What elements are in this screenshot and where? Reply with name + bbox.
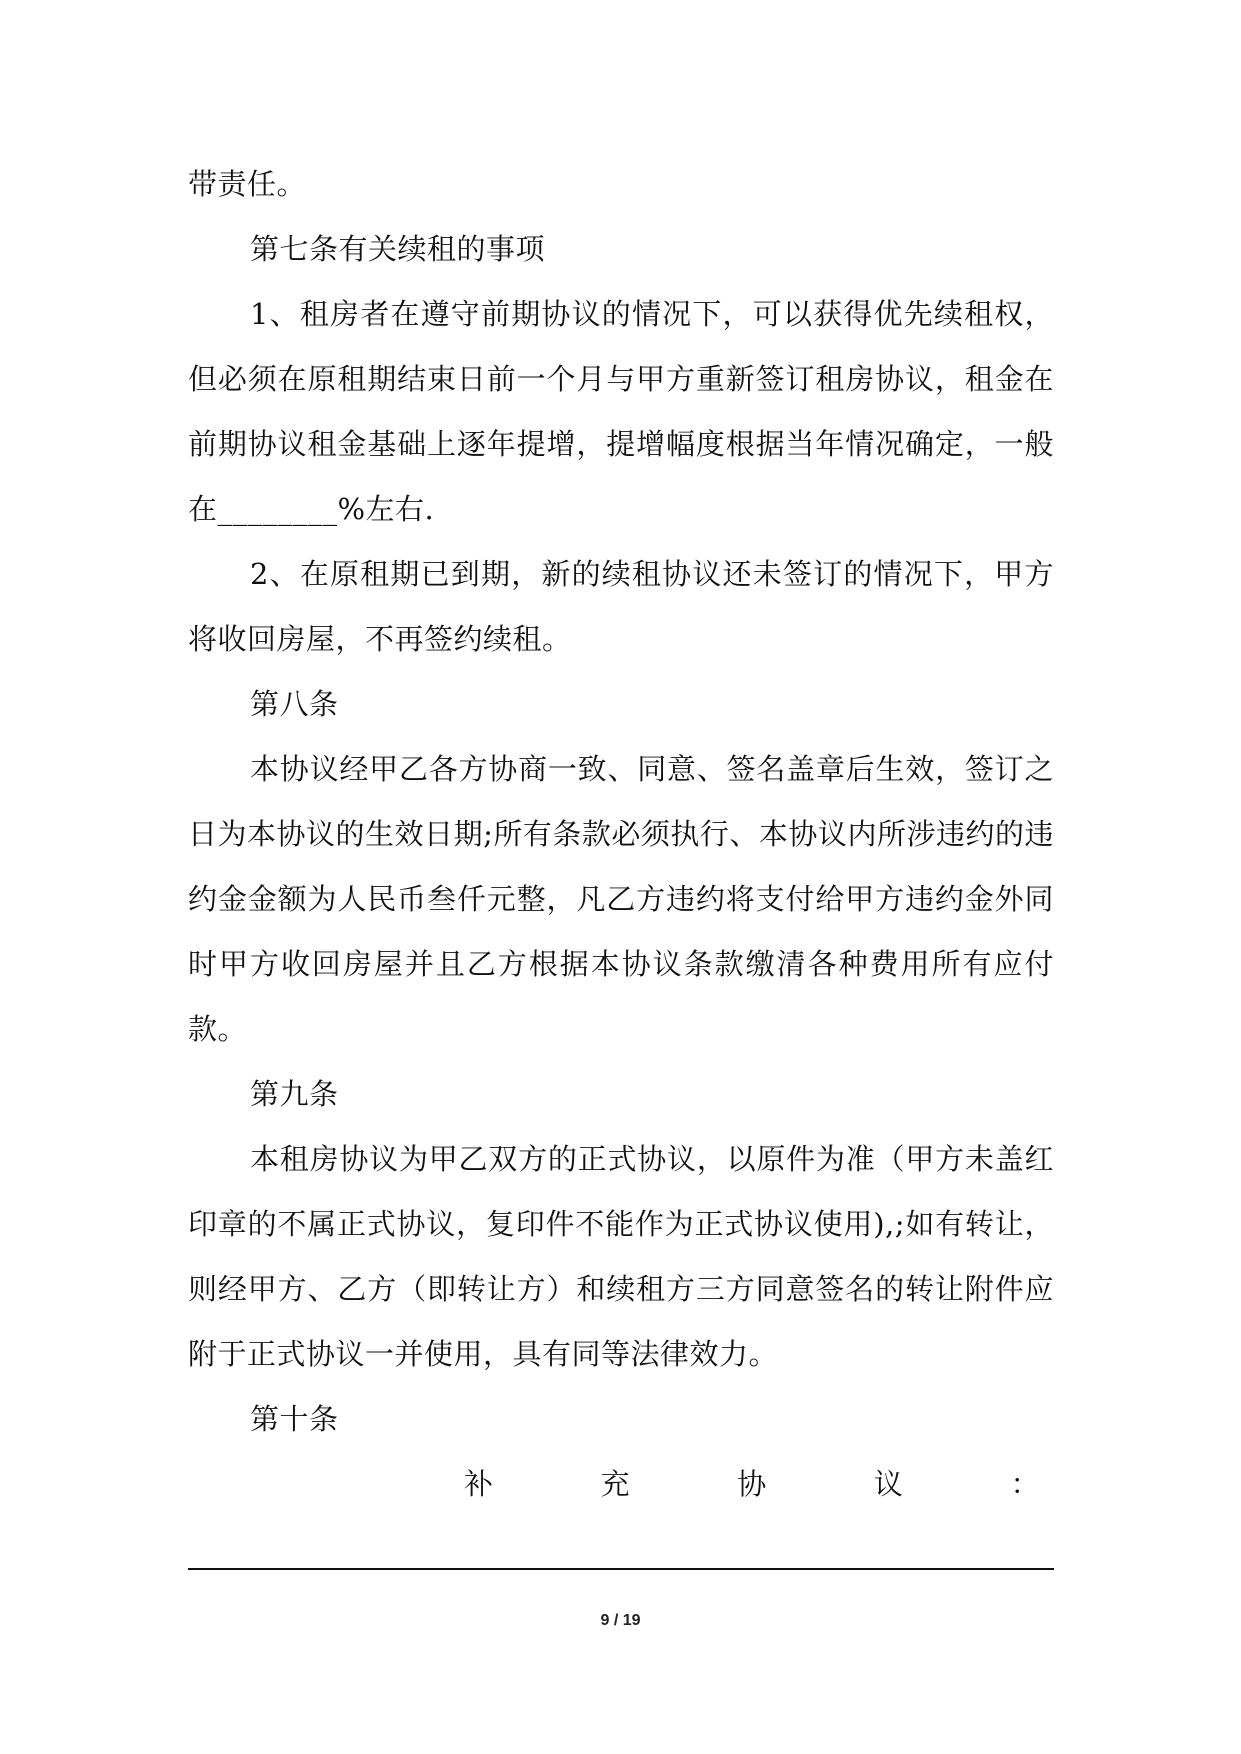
signature-line [188,1568,1054,1570]
supplement-char: 议 [873,1467,904,1501]
supplement-char: 补 [464,1467,494,1501]
document-body [188,152,1054,1517]
supplement-agreement-label [188,1452,1054,1517]
article-heading: 第十条 [250,1402,339,1436]
paragraph: 带责任。 [188,167,307,201]
article-heading: 第七条有关续租的事项 [250,232,546,266]
article-heading: 第八条 [250,687,339,721]
supplement-char: ： [1010,1467,1040,1501]
paragraph: 1、租房者在遵守前期协议的情况下，可以获得优先续租权，但必须在原租期结束日前一个月与甲方重新签订租房协议，租金在前期协议租金基础上逐年提增，提增幅度根据当年情况确定，一般在________%左右. [188,297,1054,526]
supplement-char: 协 [737,1467,767,1501]
paragraph: 本租房协议为甲乙双方的正式协议，以原件为准（甲方未盖红印章的不属正式协议，复印件不能作为正式协议使用),;如有转让，则经甲方、乙方（即转让方）和续租方三方同意签名的转让附件应附于正式协议一并使用，具有同等法律效力。 [188,1142,1054,1371]
page-number: 9 / 19 [600,1612,641,1629]
paragraph: 本协议经甲乙各方协商一致、同意、签名盖章后生效，签订之日为本协议的生效日期;所有条款必须执行、本协议内所涉违约的违约金金额为人民币叁仟元整，凡乙方违约将支付给甲方违约金外同时甲方收回房屋并且乙方根据本协议条款缴清各种费用所有应付款。 [188,752,1054,1046]
article-heading: 第九条 [250,1077,339,1111]
paragraph: 2、在原租期已到期，新的续租协议还未签订的情况下，甲方将收回房屋，不再签约续租。 [188,557,1054,656]
supplement-char: 充 [600,1467,631,1501]
